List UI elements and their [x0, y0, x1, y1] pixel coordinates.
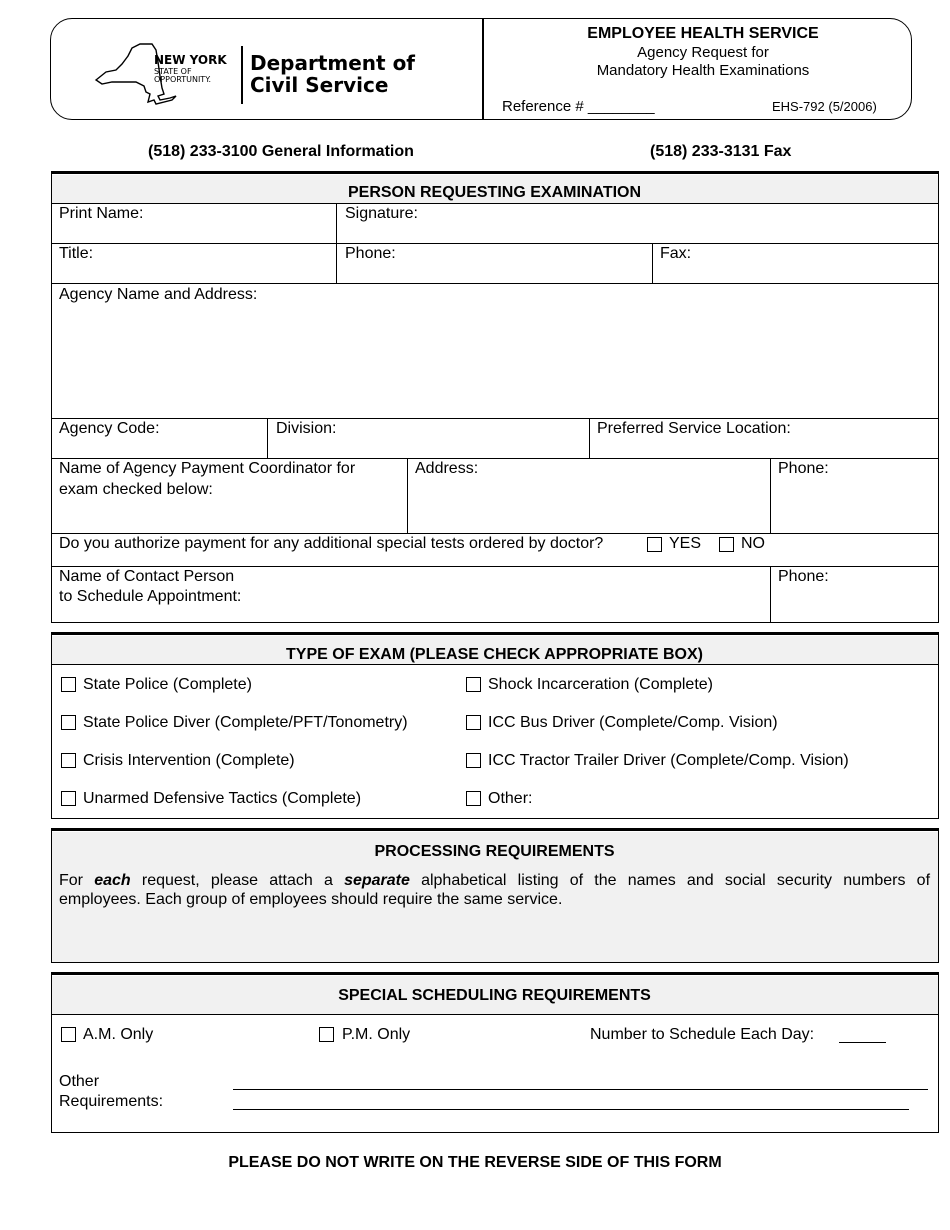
other-requirements-label-1: Other — [59, 1073, 100, 1090]
processing-text-line1 — [59, 871, 930, 891]
exam-crisis-intervention-checkbox[interactable] — [61, 753, 76, 768]
processing-text-a: For — [59, 872, 95, 889]
fax-label: Fax: — [660, 245, 692, 262]
dept-name-line1: Department of — [250, 51, 416, 75]
agency-code-label: Agency Code: — [59, 420, 160, 437]
exam-state-police-label: State Police (Complete) — [83, 676, 252, 693]
form-id: EHS-792 (5/2006) — [772, 99, 877, 114]
exam-other-checkbox[interactable] — [466, 791, 481, 806]
other-requirements-line-1[interactable] — [233, 1089, 928, 1090]
section4-heading: SPECIAL SCHEDULING REQUIREMENTS — [338, 987, 651, 1004]
contact-phone-label: Phone: — [778, 568, 829, 585]
signature-label: Signature: — [345, 205, 418, 222]
payment-coordinator-label-2: exam checked below: — [59, 481, 213, 498]
section3-heading: PROCESSING REQUIREMENTS — [374, 843, 615, 860]
form-subtitle-2: Mandatory Health Examinations — [596, 62, 810, 79]
coordinator-phone-label: Phone: — [778, 460, 829, 477]
exam-icc-tractor-trailer-checkbox[interactable] — [466, 753, 481, 768]
exam-state-police-diver-checkbox[interactable] — [61, 715, 76, 730]
section3-top-rule — [51, 828, 939, 831]
exam-unarmed-tactics-label: Unarmed Defensive Tactics (Complete) — [83, 790, 362, 807]
section2-top-rule — [51, 632, 939, 635]
section2-heading: TYPE OF EXAM (PLEASE CHECK APPROPRIATE BOX) — [286, 646, 703, 663]
logo-ny-line2: STATE OF — [154, 67, 192, 76]
print-name-label: Print Name: — [59, 205, 144, 222]
logo-separator — [241, 46, 243, 104]
exam-other-label: Other: — [488, 790, 533, 807]
other-requirements-label-2: Requirements: — [59, 1093, 164, 1110]
exam-icc-bus-driver-checkbox[interactable] — [466, 715, 481, 730]
contact-person-label-1: Name of Contact Person — [59, 568, 235, 585]
reference-number: Reference # ________ — [502, 98, 655, 115]
am-only-label: A.M. Only — [83, 1026, 154, 1043]
exam-state-police-checkbox[interactable] — [61, 677, 76, 692]
processing-text-line2: employees. Each group of employees should require the same service. — [59, 891, 563, 908]
division-label: Division: — [276, 420, 337, 437]
exam-shock-incarceration-label: Shock Incarceration (Complete) — [488, 676, 713, 693]
title-label: Title: — [59, 245, 94, 262]
dept-name-line2: Civil Service — [250, 73, 389, 97]
exam-unarmed-tactics-checkbox[interactable] — [61, 791, 76, 806]
fax-number: (518) 233-3131 Fax — [650, 143, 792, 160]
coordinator-address-label: Address: — [415, 460, 479, 477]
logo-ny-line1: NEW YORK — [154, 53, 227, 67]
contact-person-label-2: to Schedule Appointment: — [59, 588, 242, 605]
authorize-yes-label: YES — [669, 535, 702, 552]
authorize-no-label: NO — [741, 535, 765, 552]
form-subtitle-1: Agency Request for — [637, 44, 769, 61]
processing-text-c: alphabetical listing of the names and social security numbers of — [409, 872, 931, 889]
section1-heading: PERSON REQUESTING EXAMINATION — [347, 184, 642, 201]
processing-text-separate: separate — [344, 872, 410, 889]
number-per-day-label: Number to Schedule Each Day: — [590, 1026, 815, 1043]
processing-text-each: each — [94, 872, 131, 889]
authorize-yes-checkbox[interactable] — [647, 537, 662, 552]
payment-coordinator-label-1: Name of Agency Payment Coordinator for — [59, 460, 356, 477]
authorize-payment-question: Do you authorize payment for any additional special tests ordered by doctor? — [59, 535, 604, 552]
section1-top-rule — [51, 171, 939, 174]
processing-text-b: request, please attach a — [130, 872, 345, 889]
logo-ny-line3: OPPORTUNITY. — [154, 75, 211, 84]
pm-only-label: P.M. Only — [342, 1026, 411, 1043]
exam-shock-incarceration-checkbox[interactable] — [466, 677, 481, 692]
general-info-phone: (518) 233-3100 General Information — [148, 143, 414, 160]
exam-icc-bus-driver-label: ICC Bus Driver (Complete/Comp. Vision) — [488, 714, 778, 731]
exam-crisis-intervention-label: Crisis Intervention (Complete) — [83, 752, 295, 769]
phone-label: Phone: — [345, 245, 396, 262]
exam-icc-tractor-trailer-label: ICC Tractor Trailer Driver (Complete/Comp. Vision) — [488, 752, 849, 769]
agency-logo — [92, 42, 422, 108]
section4-top-rule — [51, 972, 939, 975]
number-per-day-field[interactable] — [839, 1042, 886, 1043]
exam-state-police-diver-label: State Police Diver (Complete/PFT/Tonometry) — [83, 714, 408, 731]
footer-notice: PLEASE DO NOT WRITE ON THE REVERSE SIDE OF THIS FORM — [228, 1154, 722, 1171]
authorize-no-checkbox[interactable] — [719, 537, 734, 552]
preferred-location-label: Preferred Service Location: — [597, 420, 791, 437]
form-title: EMPLOYEE HEALTH SERVICE — [587, 25, 819, 42]
other-requirements-line-2[interactable] — [233, 1109, 909, 1110]
agency-name-address-label: Agency Name and Address: — [59, 286, 258, 303]
pm-only-checkbox[interactable] — [319, 1027, 334, 1042]
am-only-checkbox[interactable] — [61, 1027, 76, 1042]
